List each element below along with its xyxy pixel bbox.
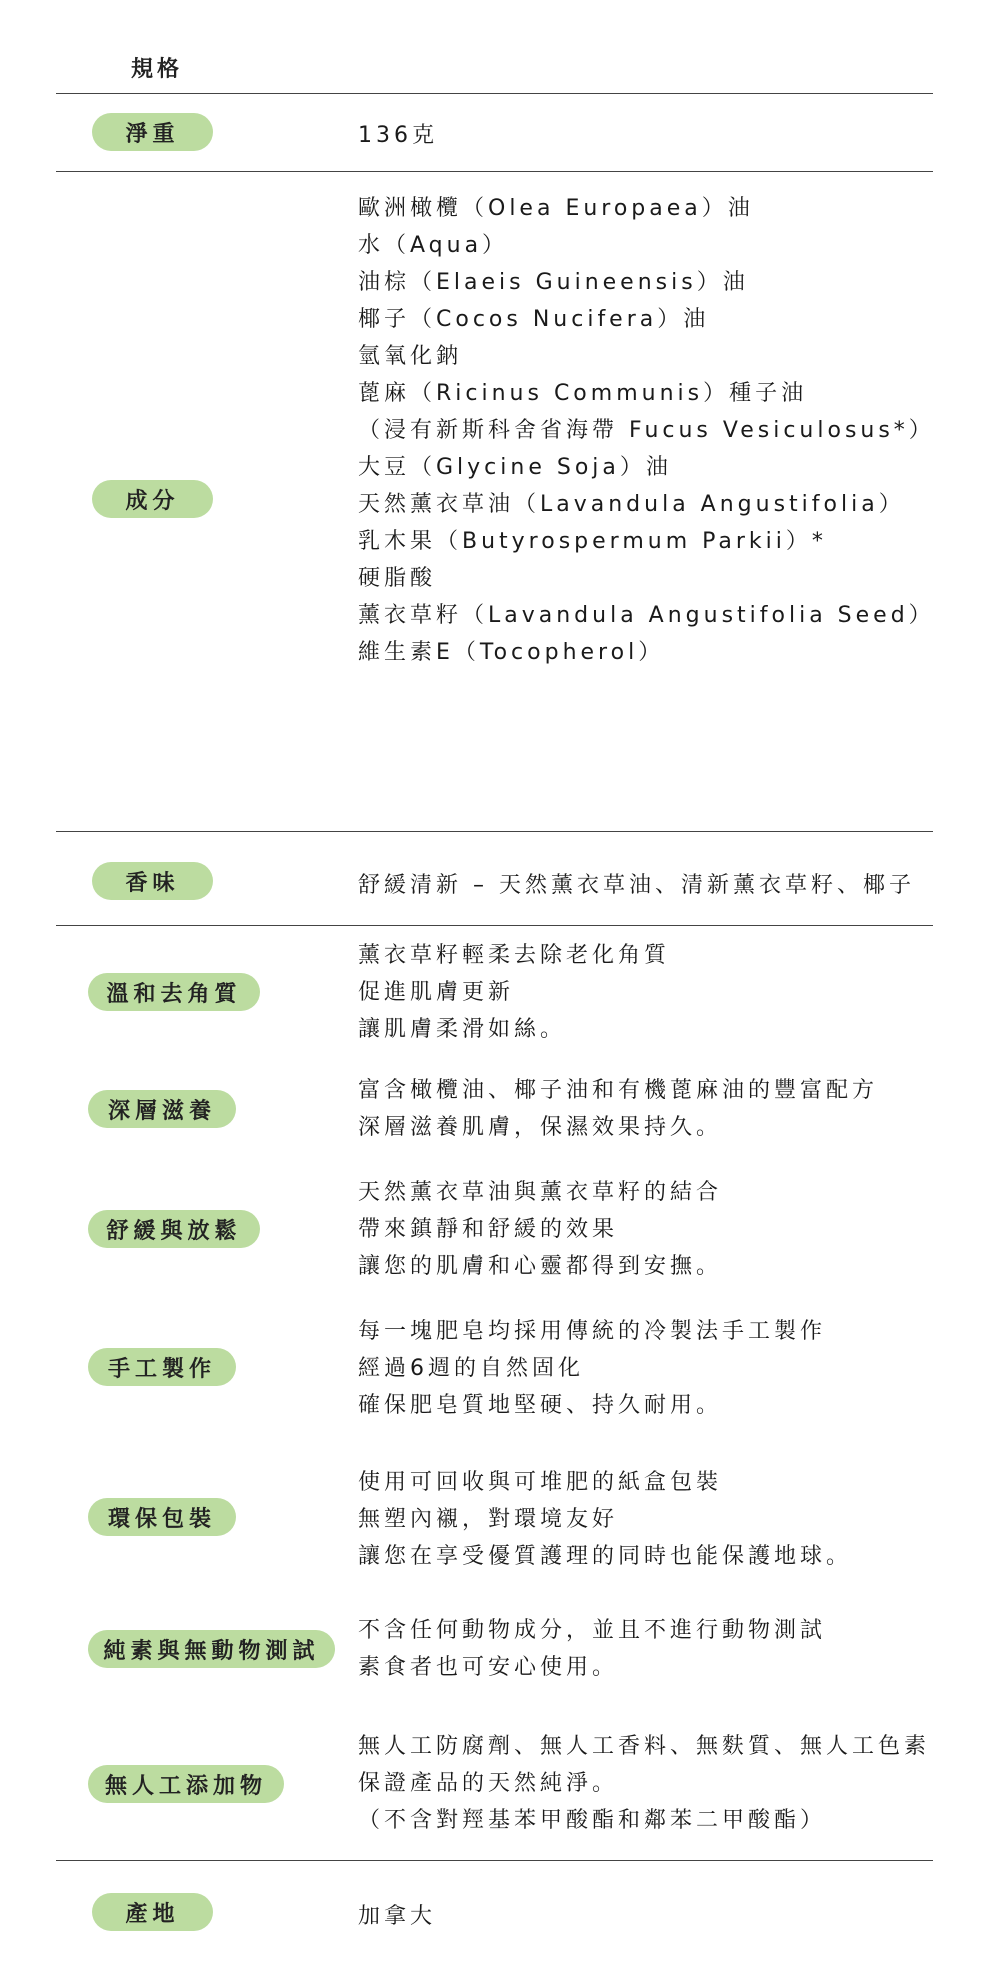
divider <box>56 831 933 832</box>
feature-line: 讓肌膚柔滑如絲。 <box>358 1017 567 1042</box>
feature-line: 富含橄欖油、椰子油和有機蓖麻油的豐富配方 <box>358 1078 879 1103</box>
ingredient-item: 椰子（Cocos Nucifera）油 <box>358 307 710 332</box>
feature-line: 經過6週的自然固化 <box>358 1356 584 1381</box>
feature-pill-soothe: 舒緩與放鬆 <box>88 1210 260 1248</box>
feature-pill-nourish: 深層滋養 <box>88 1090 236 1128</box>
feature-text-exfoliate <box>358 937 670 1048</box>
ingredient-item: 硬脂酸 <box>358 566 437 591</box>
feature-pill-handmade: 手工製作 <box>88 1348 236 1386</box>
feature-line: 每一塊肥皂均採用傳統的冷製法手工製作 <box>358 1319 827 1344</box>
feature-line: 促進肌膚更新 <box>358 980 515 1005</box>
scent-pill: 香味 <box>92 862 213 900</box>
feature-line: 使用可回收與可堆肥的紙盒包裝 <box>358 1470 723 1495</box>
divider <box>56 925 933 926</box>
feature-line: 深層滋養肌膚，保濕效果持久。 <box>358 1115 723 1140</box>
ingredient-item: 蓖麻（Ricinus Communis）種子油 <box>358 381 808 406</box>
feature-pill-exfoliate: 溫和去角質 <box>88 973 260 1011</box>
feature-line: 帶來鎮靜和舒緩的效果 <box>358 1217 619 1242</box>
feature-line: 無塑內襯，對環境友好 <box>358 1507 619 1532</box>
ingredient-item: 油棕（Elaeis Guineensis）油 <box>358 270 749 295</box>
net-weight-value: 136克 <box>358 123 438 148</box>
ingredient-item: 維生素E（Tocopherol） <box>358 640 665 665</box>
ingredient-item: 薰衣草籽（Lavandula Angustifolia Seed） <box>358 603 935 628</box>
feature-text-soothe <box>358 1174 722 1285</box>
ingredient-item: 乳木果（Butyrospermum Parkii）* <box>358 529 827 554</box>
feature-line: 不含任何動物成分，並且不進行動物測試 <box>358 1618 827 1643</box>
feature-line: 無人工防腐劑、無人工香料、無麩質、無人工色素 <box>358 1734 931 1759</box>
ingredient-item: 水（Aqua） <box>358 233 509 258</box>
divider <box>56 171 933 172</box>
origin-pill: 產地 <box>92 1893 213 1931</box>
feature-line: （不含對羥基苯甲酸酯和鄰苯二甲酸酯） <box>358 1808 827 1833</box>
divider <box>56 93 933 94</box>
ingredient-item: 大豆（Glycine Soja）油 <box>358 455 672 480</box>
ingredients-list <box>358 190 935 671</box>
scent-value: 舒緩清新 – 天然薰衣草油、清新薰衣草籽、椰子 <box>358 873 915 898</box>
feature-pill-no-additives: 無人工添加物 <box>88 1765 284 1803</box>
feature-line: 素食者也可安心使用。 <box>358 1655 619 1680</box>
feature-text-vegan <box>358 1612 826 1686</box>
feature-line: 保證產品的天然純淨。 <box>358 1771 619 1796</box>
ingredient-item: 氫氧化鈉 <box>358 344 463 369</box>
feature-text-eco-packaging <box>358 1464 852 1575</box>
ingredient-item: 天然薰衣草油（Lavandula Angustifolia） <box>358 492 905 517</box>
feature-line: 確保肥皂質地堅硬、持久耐用。 <box>358 1393 723 1418</box>
feature-text-nourish <box>358 1072 878 1146</box>
feature-pill-eco-packaging: 環保包裝 <box>88 1498 236 1536</box>
ingredient-item: 歐洲橄欖（Olea Europaea）油 <box>358 196 754 221</box>
feature-text-handmade <box>358 1313 826 1424</box>
feature-line: 天然薰衣草油與薰衣草籽的結合 <box>358 1180 723 1205</box>
spec-header: 規格 <box>131 57 184 82</box>
feature-text-no-additives <box>358 1728 930 1839</box>
ingredient-item: （浸有新斯科舍省海帶 Fucus Vesiculosus*） <box>358 418 935 443</box>
origin-value: 加拿大 <box>358 1904 437 1929</box>
feature-line: 讓您的肌膚和心靈都得到安撫。 <box>358 1254 723 1279</box>
net-weight-pill: 淨重 <box>92 113 213 151</box>
feature-line: 讓您在享受優質護理的同時也能保護地球。 <box>358 1544 853 1569</box>
ingredients-pill: 成分 <box>92 480 213 518</box>
divider <box>56 1860 933 1861</box>
feature-pill-vegan: 純素與無動物測試 <box>88 1630 335 1668</box>
feature-line: 薰衣草籽輕柔去除老化角質 <box>358 943 671 968</box>
